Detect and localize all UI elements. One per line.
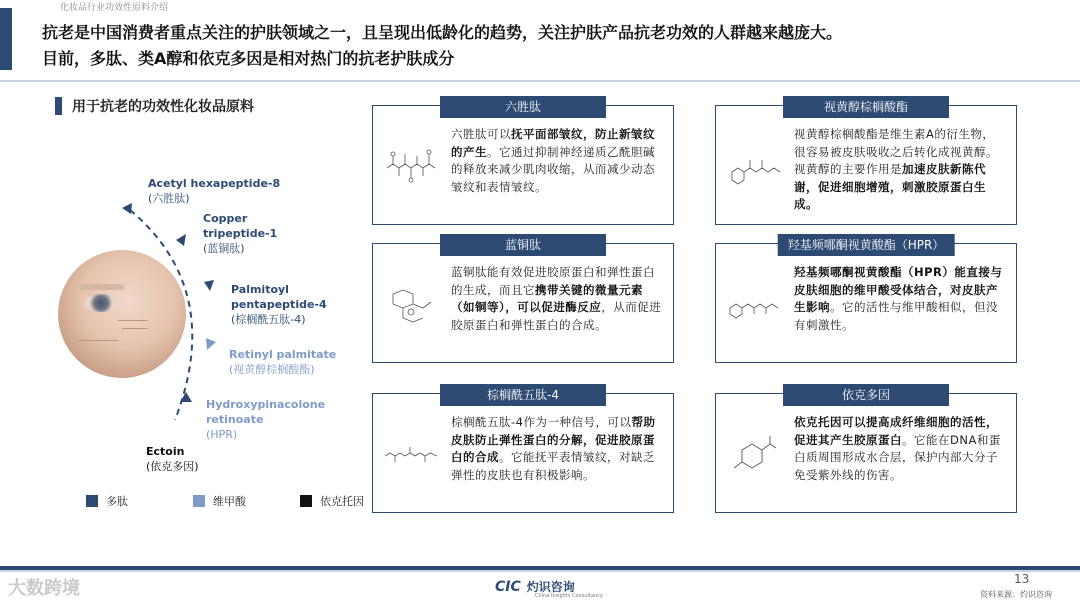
card-body: 棕榈酰五肽-4作为一种信号，可以帮助皮肤防止弹性蛋白的分解，促进胶原蛋白的合成。它能抚平表情皱纹，对缺乏弹性的皮肤也有积极影响。	[451, 415, 656, 482]
logo-name: 灼识咨询	[526, 580, 575, 594]
molecule-structure-icon	[383, 430, 439, 480]
page-number: 13	[1014, 572, 1030, 586]
timeline-item-ectoin: Ectoin (依克多因)	[146, 445, 199, 473]
card-ectoin	[715, 388, 1017, 513]
timeline-item-palmitoyl-pentapeptide: Palmitoyl pentapeptide-4 (棕榈酰五肽-4)	[231, 283, 327, 326]
legend-item-retinoid: 维甲酸	[193, 493, 246, 509]
aging-face-image	[58, 250, 186, 378]
card-tag: 蓝铜肽	[440, 234, 606, 256]
card-tag: 六胜肽	[440, 96, 606, 118]
legend-swatch	[300, 495, 312, 507]
timeline-item-acetyl-hexapeptide: Acetyl hexapeptide-8 (六胜肽)	[148, 177, 281, 205]
card-hexapeptide	[372, 100, 674, 225]
face-eye	[84, 294, 118, 312]
section-header	[55, 96, 254, 116]
face-wrinkle	[118, 320, 148, 321]
face-wrinkle	[78, 340, 118, 341]
molecule-structure-icon	[383, 280, 439, 330]
header-top-label: 化妆品行业功效性原料介绍	[60, 3, 169, 13]
legend-swatch	[193, 495, 205, 507]
legend-swatch	[86, 495, 98, 507]
card-body: 蓝铜肽能有效促进胶原蛋白和弹性蛋白的生成，而且它携带关键的微量元素（如铜等），可以促进酶反应，从而促进胶原蛋白和弹性蛋白的合成。	[451, 265, 662, 332]
page-title	[42, 20, 1072, 72]
footer-bar-light	[0, 570, 1080, 572]
title-line-1: 抗老是中国消费者重点关注的护肤领域之一，且呈现出低龄化的趋势，关注护肤产品抗老功效的人群越来越庞大。	[42, 23, 843, 42]
timeline-item-retinyl-palmitate: Retinyl palmitate (视黄醇棕榈酸酯)	[229, 348, 337, 376]
logo-subtitle: China Insights Consultancy	[535, 593, 603, 599]
card-body: 六胜肽可以抚平面部皱纹，防止新皱纹的产生。它通过抑制神经递质乙酰胆碱的释放来减少肌肉收缩，从而减少动态皱纹和表情皱纹。	[451, 127, 655, 194]
card-tag: 依克多因	[783, 384, 949, 406]
watermark: 大数跨境	[8, 578, 80, 599]
card-copper-tripeptide	[372, 238, 674, 363]
title-accent-bar	[0, 8, 12, 70]
card-tag: 视黄醇棕榈酸酯	[783, 96, 949, 118]
card-body: 依克托因可以提高成纤维细胞的活性，促进其产生胶原蛋白。它能在DNA和蛋白质周围形成水合层，保护内部大分子免受紫外线的伤害。	[794, 415, 1001, 482]
face-brow	[78, 284, 124, 290]
molecule-structure-icon	[726, 280, 782, 330]
card-hpr	[715, 238, 1017, 363]
timeline-item-hpr: Hydroxypinacolone retinoate (HPR)	[206, 398, 326, 441]
header-divider	[0, 80, 1080, 82]
title-line-2: 目前，多肽、类A醇和依克多因是相对热门的抗老护肤成分	[42, 49, 455, 68]
card-tag: 羟基频哪酮视黄酸酯（HPR）	[778, 234, 955, 256]
molecule-structure-icon	[726, 142, 782, 192]
card-body: 视黄醇棕榈酸酯是维生素A的衍生物，很容易被皮肤吸收之后转化成视黄醇。视黄醇的主要作用是加速皮肤新陈代谢，促进细胞增殖，刺激胶原蛋白生成。	[794, 127, 998, 211]
legend-item-peptide: 多肽	[86, 493, 128, 509]
source-note: 资料来源：灼识咨询	[980, 590, 1052, 599]
card-tag: 棕榈酰五肽-4	[440, 384, 606, 406]
face-wrinkle	[122, 328, 148, 329]
section-header-bar	[55, 97, 62, 115]
timeline-item-copper-tripeptide: Copper tripeptide-1 (蓝铜肽)	[203, 212, 278, 255]
card-retinyl-palmitate	[715, 100, 1017, 225]
card-palmitoyl-pentapeptide	[372, 388, 674, 513]
logo-mark: CIC	[495, 578, 521, 595]
legend-item-ectoin: 依克托因	[300, 493, 364, 509]
cic-logo	[495, 578, 603, 599]
card-body: 羟基频哪酮视黄酸酯（HPR）能直接与皮肤细胞的维甲酸受体结合，对皮肤产生影响。它的活性与维甲酸相似，但没有刺激性。	[794, 265, 1003, 332]
section-title: 用于抗老的功效性化妆品原料	[72, 99, 254, 115]
molecule-structure-icon	[383, 142, 439, 192]
molecule-structure-icon	[726, 430, 782, 480]
